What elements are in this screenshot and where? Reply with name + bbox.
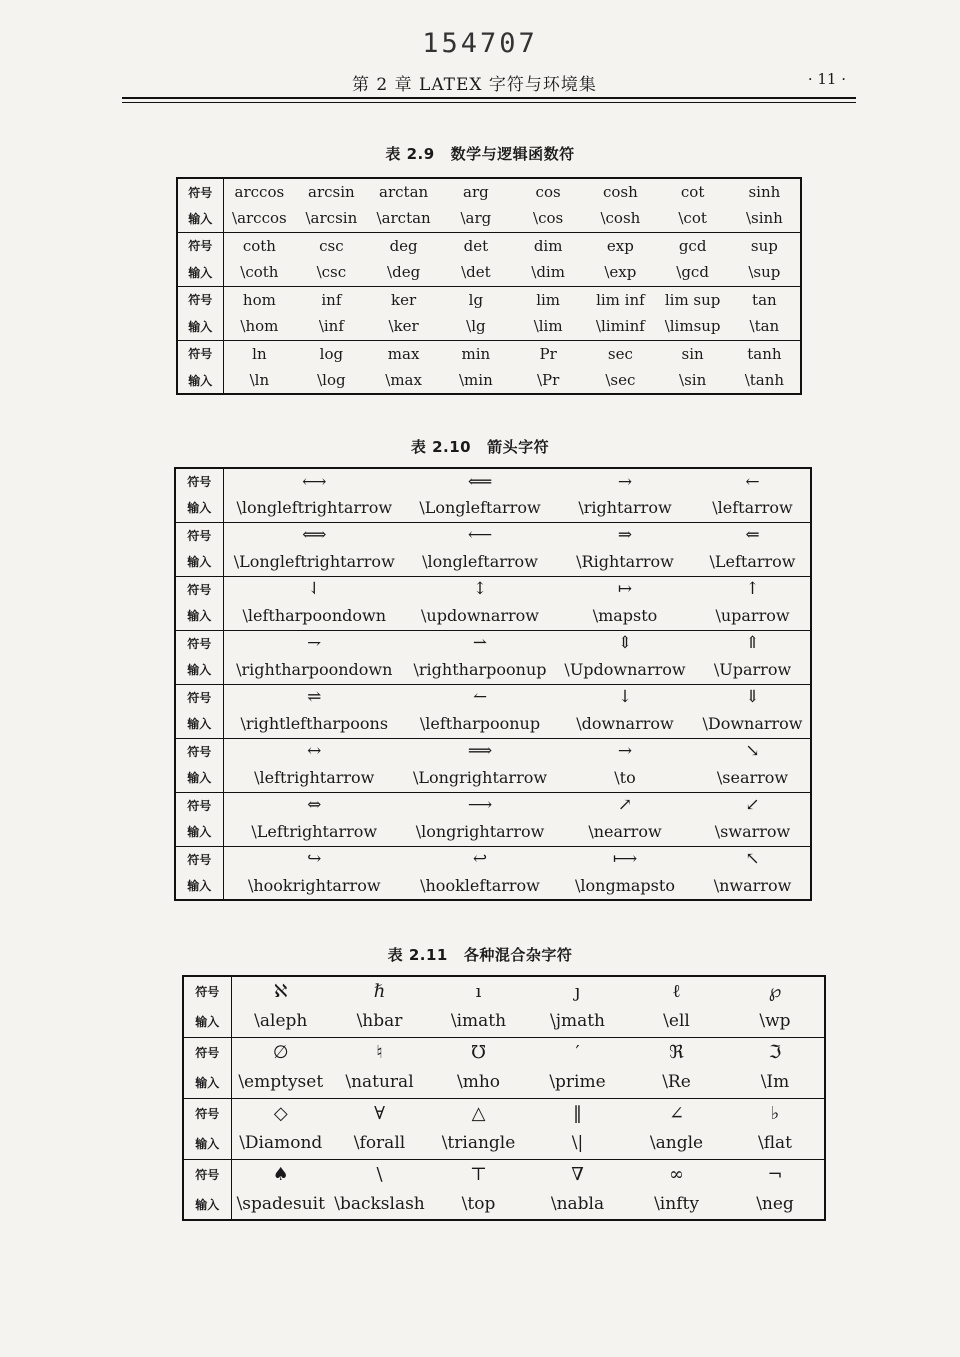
input-command-cell: \coth: [223, 259, 295, 286]
input-command-cell: \ln: [249, 371, 270, 389]
table-title: 数学与逻辑函数符: [450, 145, 575, 163]
input-command-cell: \backslash: [334, 1194, 425, 1214]
row-label-symbol: 符号: [175, 684, 223, 710]
input-command-cell: \log: [317, 371, 346, 389]
symbol-cell: ↗: [617, 795, 633, 816]
symbol-cell: ⇓: [745, 687, 760, 708]
input-command-cell: \hookrightarrow: [247, 876, 381, 895]
table-2-9-caption: [0, 143, 960, 164]
input-command-cell: \Leftrightarrow: [223, 818, 405, 846]
input-row: [175, 602, 811, 630]
input-command-cell: \Im: [726, 1067, 825, 1098]
input-row: [177, 259, 801, 286]
symbol-cell: ⇑: [745, 633, 760, 654]
symbol-cell: sup: [750, 236, 778, 255]
symbol-cell: ℓ: [672, 981, 681, 1002]
row-label-input: 输入: [175, 656, 223, 684]
symbol-cell: ⟺: [302, 525, 327, 546]
input-command-cell: \imath: [429, 1006, 528, 1037]
symbol-cell: ↘: [745, 741, 760, 762]
symbol-cell: ↙: [745, 795, 760, 816]
symbol-cell: ♮: [376, 1041, 383, 1063]
input-command-cell: \emptyset: [231, 1067, 330, 1098]
symbol-cell: min: [461, 344, 491, 363]
input-command-cell: \tanh: [744, 371, 785, 389]
symbol-cell: ker: [391, 290, 417, 309]
table-number: 表 2.9: [385, 145, 435, 163]
symbol-cell: ln: [252, 344, 267, 363]
row-label-input: 输入: [177, 367, 223, 394]
input-command-cell: \Longrightarrow: [405, 764, 555, 792]
input-command-cell: \hom: [223, 313, 295, 340]
input-command-cell: \angle: [627, 1128, 726, 1159]
row-label-input: 输入: [175, 818, 223, 846]
symbol-cell: ↖: [745, 849, 760, 870]
input-command-cell: \rightarrow: [555, 494, 695, 522]
symbol-cell: ⇌: [307, 687, 322, 708]
symbol-cell: ⇔: [307, 795, 322, 816]
input-command-cell: \spadesuit: [236, 1194, 325, 1214]
input-command-cell: \hookleftarrow: [420, 876, 540, 895]
symbol-row: [177, 232, 801, 259]
input-command-cell: \forall: [330, 1128, 429, 1159]
symbol-cell: arcsin: [308, 183, 355, 201]
symbol-cell: dim: [533, 236, 563, 255]
row-label-symbol: 符号: [177, 232, 223, 259]
input-row: [175, 872, 811, 900]
row-label-symbol: 符号: [175, 576, 223, 602]
input-command-cell: \longmapsto: [575, 876, 675, 895]
input-command-cell: \Longleftrightarrow: [223, 548, 405, 576]
row-label-input: 输入: [183, 1006, 231, 1037]
input-command-cell: \lim: [512, 313, 584, 340]
symbol-cell: ⟶: [467, 795, 493, 816]
input-command-cell: \max: [385, 371, 422, 389]
input-command-cell: \rightharpoonup: [405, 656, 555, 684]
input-command-cell: \lg: [440, 313, 512, 340]
symbol-cell: ⇐: [745, 525, 760, 546]
symbol-cell: sinh: [748, 183, 781, 201]
symbol-row: [183, 976, 825, 1006]
symbol-cell: △: [471, 1102, 486, 1124]
input-command-cell: \leftharpoondown: [223, 602, 405, 630]
symbol-cell: ↔: [307, 741, 322, 762]
input-command-cell: \inf: [295, 313, 367, 340]
input-command-cell: \rightleftharpoons: [223, 710, 405, 738]
symbol-cell: gcd: [678, 236, 707, 255]
row-label-input: 输入: [175, 764, 223, 792]
symbol-cell: ∞: [669, 1163, 684, 1185]
symbol-row: [177, 286, 801, 313]
input-command-cell: \sup: [729, 259, 801, 286]
symbol-cell: ⇀: [472, 633, 488, 654]
row-label-input: 输入: [177, 313, 223, 340]
symbol-row: [183, 1098, 825, 1128]
symbol-row: [177, 340, 801, 367]
symbol-cell: ↑: [745, 579, 760, 600]
symbol-cell: cosh: [602, 183, 638, 201]
row-label-symbol: 符号: [177, 340, 223, 367]
symbol-cell: ′: [575, 1041, 580, 1063]
symbol-cell: inf: [321, 290, 342, 309]
input-command-cell: \Longleftarrow: [405, 494, 555, 522]
input-command-cell: \swarrow: [695, 818, 811, 846]
symbol-cell: ↼: [472, 687, 488, 708]
input-command-cell: \liminf: [584, 313, 656, 340]
row-label-input: 输入: [183, 1128, 231, 1159]
input-command-cell: \leftarrow: [695, 494, 811, 522]
symbol-cell: ℵ: [274, 981, 288, 1002]
symbol-cell: ↪: [307, 849, 322, 870]
input-command-cell: \sinh: [729, 205, 801, 232]
symbol-cell: ℘: [768, 981, 782, 1002]
row-label-symbol: 符号: [183, 1037, 231, 1067]
symbol-cell: ◇: [273, 1102, 288, 1124]
input-command-cell: \flat: [726, 1128, 825, 1159]
table-title: 箭头字符: [487, 438, 550, 456]
header-rule-thick: [122, 97, 856, 99]
input-command-cell: \longleftrightarrow: [223, 494, 405, 522]
input-command-cell: \uparrow: [695, 602, 811, 630]
row-label-symbol: 符号: [175, 522, 223, 548]
chapter-title: 第 2 章 LATEX 字符与环境集: [352, 75, 597, 95]
archive-stamp-number: 154707: [422, 28, 538, 59]
input-command-cell: \nwarrow: [713, 876, 792, 895]
input-row: [177, 313, 801, 340]
input-row: [183, 1067, 825, 1098]
symbol-cell: ∇: [571, 1163, 584, 1185]
input-command-cell: \cot: [657, 205, 729, 232]
table-2-11-misc-symbols: [182, 975, 826, 1221]
symbol-cell: arctan: [379, 183, 429, 201]
symbol-cell: lim sup: [664, 290, 721, 309]
symbol-cell: ↕: [472, 579, 488, 600]
symbol-cell: det: [463, 236, 489, 255]
symbol-cell: ↓: [617, 687, 633, 708]
input-command-cell: \Re: [627, 1067, 726, 1098]
input-row: [175, 818, 811, 846]
input-command-cell: \longrightarrow: [405, 818, 555, 846]
table-2-10-caption: [0, 436, 960, 457]
symbol-cell: ‖: [573, 1102, 582, 1124]
input-command-cell: \leftharpoonup: [405, 710, 555, 738]
row-label-symbol: 符号: [175, 630, 223, 656]
symbol-cell: ⇕: [617, 633, 633, 654]
input-command-cell: \longleftarrow: [405, 548, 555, 576]
symbol-cell: cos: [535, 183, 561, 201]
symbol-row: [175, 738, 811, 764]
symbol-cell: ℑ: [768, 1041, 782, 1063]
input-command-cell: \infty: [654, 1194, 699, 1214]
input-row: [175, 494, 811, 522]
input-command-cell: \top: [461, 1194, 496, 1214]
input-command-cell: \csc: [295, 259, 367, 286]
symbol-cell: deg: [389, 236, 418, 255]
symbol-cell: \: [376, 1163, 383, 1185]
symbol-cell: ℏ: [373, 981, 386, 1002]
input-command-cell: \arccos: [223, 205, 295, 232]
input-command-cell: \sec: [605, 371, 636, 389]
row-label-symbol: 符号: [183, 1098, 231, 1128]
symbol-row: [177, 178, 801, 205]
page-number: · 11 ·: [807, 70, 846, 88]
symbol-cell: ♭: [770, 1102, 780, 1124]
symbol-cell: ℧: [471, 1041, 486, 1063]
symbol-cell: log: [319, 344, 344, 363]
symbol-cell: ı: [475, 981, 482, 1002]
row-label-symbol: 符号: [175, 468, 223, 494]
row-label-input: 输入: [175, 602, 223, 630]
row-label-input: 输入: [183, 1189, 231, 1220]
symbol-cell: →: [617, 471, 633, 492]
input-row: [183, 1189, 825, 1220]
row-label-symbol: 符号: [183, 976, 231, 1006]
input-row: [175, 548, 811, 576]
input-command-cell: \updownarrow: [405, 602, 555, 630]
symbol-row: [183, 1037, 825, 1067]
input-row: [175, 710, 811, 738]
symbol-row: [175, 576, 811, 602]
input-command-cell: \dim: [512, 259, 584, 286]
symbol-cell: ⟷: [302, 471, 327, 492]
input-command-cell: \hbar: [330, 1006, 429, 1037]
row-label-input: 输入: [175, 494, 223, 522]
input-command-cell: \Diamond: [231, 1128, 330, 1159]
input-command-cell: \Pr: [536, 371, 560, 389]
symbol-cell: ȷ: [574, 981, 581, 1002]
input-command-cell: \Uparrow: [695, 656, 811, 684]
symbol-cell: ↩: [472, 849, 488, 870]
input-command-cell: \triangle: [429, 1128, 528, 1159]
input-command-cell: \ker: [368, 313, 440, 340]
input-command-cell: \gcd: [657, 259, 729, 286]
input-command-cell: \Leftarrow: [695, 548, 811, 576]
row-label-symbol: 符号: [177, 286, 223, 313]
input-command-cell: \det: [440, 259, 512, 286]
input-row: [175, 656, 811, 684]
symbol-cell: arg: [463, 183, 489, 201]
table-number: 表 2.11: [387, 946, 448, 964]
symbol-cell: exp: [606, 236, 634, 255]
input-command-cell: \cos: [512, 205, 584, 232]
input-command-cell: \limsup: [657, 313, 729, 340]
input-row: [177, 367, 801, 394]
input-command-cell: \neg: [756, 1194, 794, 1214]
symbol-cell: →: [617, 741, 633, 762]
symbol-row: [175, 630, 811, 656]
table-2-10-arrows: [174, 467, 812, 901]
input-command-cell: \ell: [627, 1006, 726, 1037]
input-command-cell: \deg: [368, 259, 440, 286]
input-command-cell: \to: [555, 764, 695, 792]
symbol-cell: max: [387, 344, 420, 363]
symbol-cell: cot: [680, 183, 705, 201]
symbol-cell: sin: [681, 344, 704, 363]
input-row: [175, 764, 811, 792]
symbol-cell: ∠: [668, 1102, 685, 1124]
input-command-cell: \|: [528, 1128, 627, 1159]
symbol-cell: ⇁: [307, 633, 322, 654]
row-label-input: 输入: [177, 205, 223, 232]
row-label-input: 输入: [183, 1067, 231, 1098]
table-title: 各种混合杂字符: [463, 946, 573, 964]
row-label-symbol: 符号: [175, 846, 223, 872]
symbol-cell: hom: [242, 290, 276, 309]
symbol-row: [175, 468, 811, 494]
table-2-11-caption: [0, 944, 960, 965]
symbol-cell: lim inf: [596, 290, 645, 309]
input-command-cell: \jmath: [528, 1006, 627, 1037]
symbol-cell: ⇃: [307, 579, 322, 600]
symbol-cell: ←: [745, 471, 760, 492]
input-command-cell: \prime: [528, 1067, 627, 1098]
input-command-cell: \nearrow: [555, 818, 695, 846]
input-command-cell: \Rightarrow: [555, 548, 695, 576]
row-label-input: 输入: [175, 710, 223, 738]
row-label-symbol: 符号: [175, 792, 223, 818]
symbol-cell: ∅: [272, 1041, 289, 1063]
table-2-9-math-functions: [176, 177, 802, 395]
input-command-cell: \downarrow: [555, 710, 695, 738]
symbol-cell: ⇒: [617, 525, 633, 546]
symbol-cell: tanh: [747, 344, 782, 363]
symbol-cell: ⟸: [467, 471, 493, 492]
row-label-input: 输入: [177, 259, 223, 286]
row-label-symbol: 符号: [183, 1159, 231, 1189]
input-command-cell: \mho: [429, 1067, 528, 1098]
input-command-cell: \exp: [584, 259, 656, 286]
row-label-input: 输入: [175, 548, 223, 576]
symbol-row: [183, 1159, 825, 1189]
input-command-cell: \mapsto: [555, 602, 695, 630]
row-label-symbol: 符号: [177, 178, 223, 205]
input-command-cell: \arcsin: [295, 205, 367, 232]
symbol-cell: lg: [468, 290, 484, 309]
input-command-cell: \cosh: [584, 205, 656, 232]
symbol-cell: lim: [536, 290, 561, 309]
symbol-cell: coth: [242, 236, 276, 255]
input-command-cell: \searrow: [695, 764, 811, 792]
symbol-row: [175, 522, 811, 548]
input-command-cell: \rightharpoondown: [223, 656, 405, 684]
symbol-row: [175, 684, 811, 710]
symbol-cell: ⊤: [470, 1163, 487, 1185]
symbol-cell: tan: [752, 290, 777, 309]
symbol-cell: ⟹: [467, 741, 493, 762]
input-row: [177, 205, 801, 232]
input-row: [183, 1006, 825, 1037]
input-command-cell: \natural: [330, 1067, 429, 1098]
input-command-cell: \Updownarrow: [555, 656, 695, 684]
symbol-cell: ∀: [374, 1102, 385, 1124]
input-command-cell: \tan: [729, 313, 801, 340]
symbol-cell: ¬: [767, 1163, 783, 1185]
input-command-cell: \aleph: [231, 1006, 330, 1037]
symbol-cell: ℜ: [669, 1041, 684, 1063]
input-command-cell: \wp: [726, 1006, 825, 1037]
input-row: [183, 1128, 825, 1159]
symbol-cell: ♠: [272, 1163, 289, 1185]
symbol-cell: csc: [319, 236, 344, 255]
input-command-cell: \Downarrow: [695, 710, 811, 738]
symbol-cell: ⟵: [467, 525, 493, 546]
symbol-row: [175, 846, 811, 872]
input-command-cell: \arctan: [368, 205, 440, 232]
input-command-cell: \sin: [679, 371, 707, 389]
input-command-cell: \leftrightarrow: [223, 764, 405, 792]
symbol-cell: Pr: [539, 344, 557, 363]
input-command-cell: \min: [459, 371, 493, 389]
table-number: 表 2.10: [410, 438, 472, 456]
running-header: [124, 66, 856, 96]
header-rule-thin: [122, 102, 856, 103]
symbol-cell: arccos: [234, 183, 285, 201]
symbol-row: [175, 792, 811, 818]
row-label-symbol: 符号: [175, 738, 223, 764]
input-command-cell: \arg: [440, 205, 512, 232]
symbol-cell: ⟼: [612, 849, 638, 870]
symbol-cell: ↦: [617, 579, 633, 600]
row-label-input: 输入: [175, 872, 223, 900]
input-command-cell: \nabla: [550, 1194, 605, 1214]
symbol-cell: sec: [607, 344, 633, 363]
